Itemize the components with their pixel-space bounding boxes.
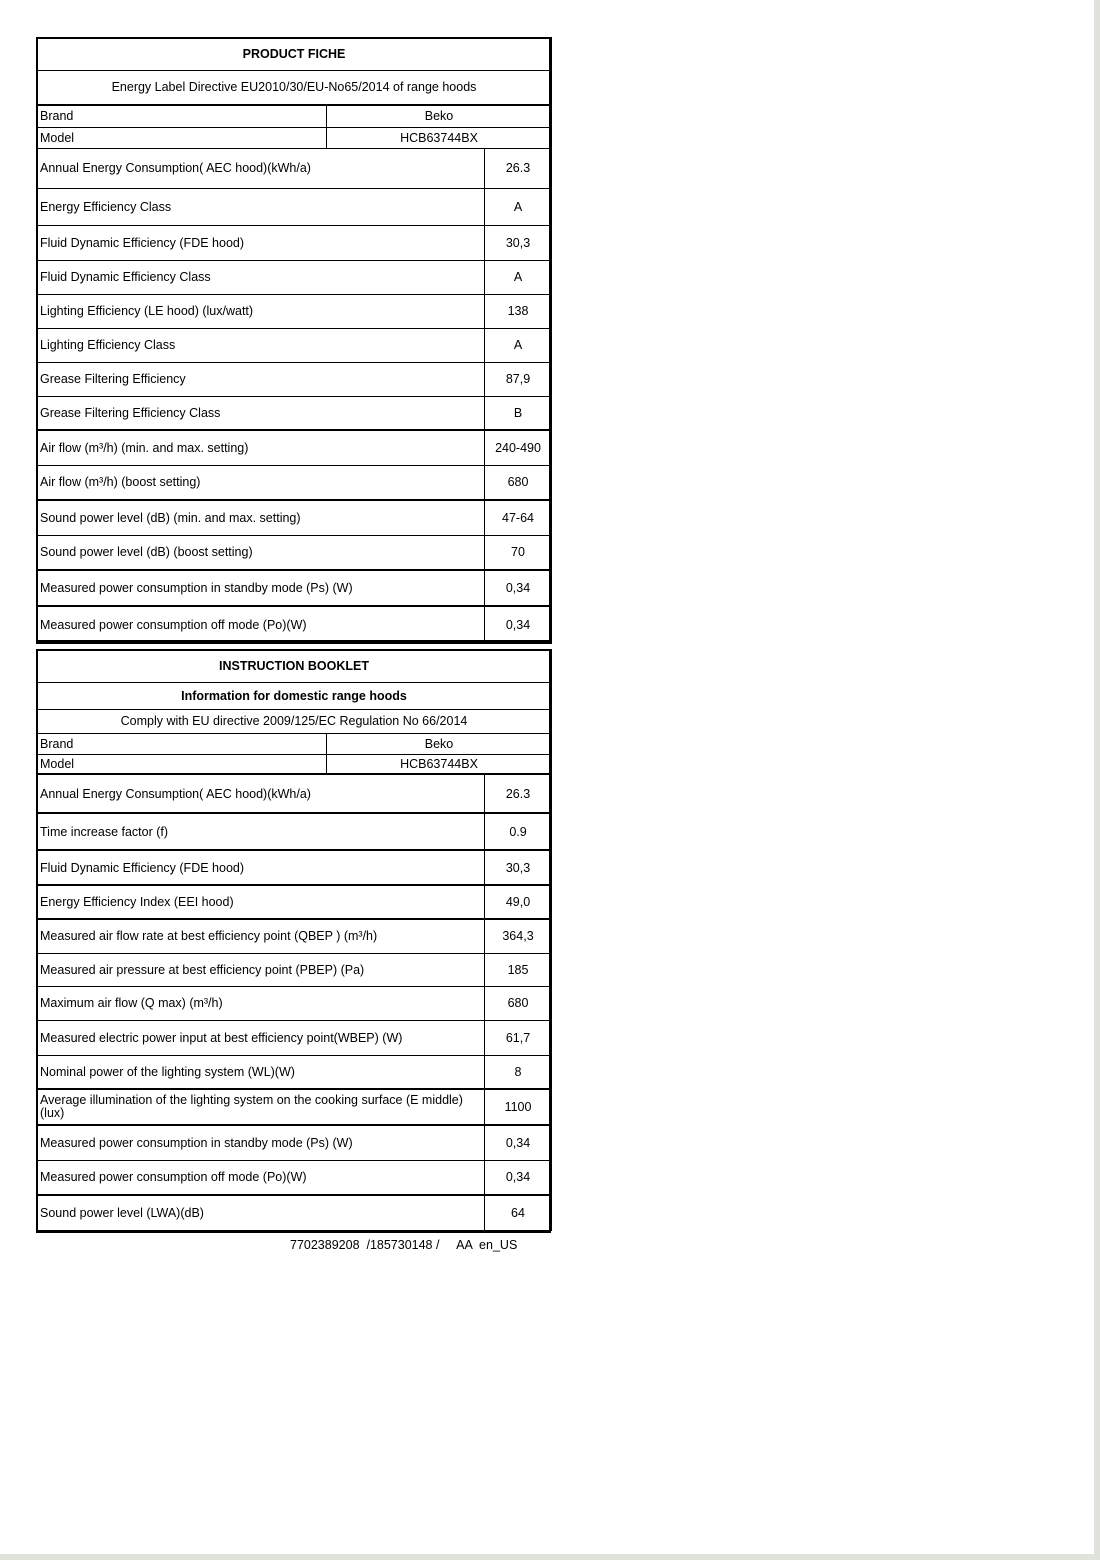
product-fiche-title: PRODUCT FICHE (37, 38, 552, 70)
page-edge-bottom (0, 1554, 1100, 1560)
booklet-row (37, 1020, 552, 1055)
booklet-title: INSTRUCTION BOOKLET (37, 650, 552, 682)
model-value: HCB63744BX (327, 754, 552, 774)
booklet-row-label: Nominal power of the lighting system (WL)(W) (37, 1055, 485, 1089)
booklet-row (37, 774, 552, 813)
brand-label: Brand (37, 733, 327, 754)
fiche-row (37, 148, 552, 188)
fiche-row-label: Air flow (m³/h) (boost setting) (37, 465, 485, 500)
product-fiche-subtitle: Energy Label Directive EU2010/30/EU-No65/2014 of range hoods (37, 70, 552, 105)
booklet-row (37, 1160, 552, 1195)
booklet-row-value: 61,7 (485, 1020, 552, 1055)
booklet-row-label: Measured power consumption in standby mode (Ps) (W) (37, 1125, 485, 1160)
fiche-row-value: 680 (485, 465, 552, 500)
booklet-row (37, 919, 552, 953)
fiche-row-value: A (485, 328, 552, 362)
booklet-row-label: Fluid Dynamic Efficiency (FDE hood) (37, 850, 485, 885)
fiche-row-label: Measured power consumption in standby mode (Ps) (W) (37, 570, 485, 606)
booklet-row (37, 986, 552, 1020)
instruction-booklet-table (36, 649, 552, 1231)
fiche-row (37, 430, 552, 465)
booklet-row-label: Measured electric power input at best efficiency point(WBEP) (W) (37, 1020, 485, 1055)
booklet-row-label: Measured air pressure at best efficiency point (PBEP) (Pa) (37, 953, 485, 986)
model-label: Model (37, 127, 327, 148)
booklet-row-value: 30,3 (485, 850, 552, 885)
fiche-row-value: 30,3 (485, 225, 552, 260)
fiche-row-value: 26.3 (485, 148, 552, 188)
booklet-row-value: 185 (485, 953, 552, 986)
fiche-row-value: A (485, 260, 552, 294)
fiche-row (37, 570, 552, 606)
booklet-row-value: 64 (485, 1195, 552, 1230)
fiche-row (37, 606, 552, 643)
fiche-row-value: A (485, 188, 552, 225)
booklet-row (37, 1055, 552, 1089)
booklet-row-value: 49,0 (485, 885, 552, 919)
booklet-row (37, 850, 552, 885)
booklet-row-value: 364,3 (485, 919, 552, 953)
booklet-row-label: Measured power consumption off mode (Po)(W) (37, 1160, 485, 1195)
booklet-row (37, 1125, 552, 1160)
fiche-row-label: Fluid Dynamic Efficiency Class (37, 260, 485, 294)
fiche-row-value: B (485, 396, 552, 430)
fiche-row-value: 0,34 (485, 570, 552, 606)
model-value: HCB63744BX (327, 127, 552, 148)
fiche-row-label: Sound power level (dB) (boost setting) (37, 535, 485, 570)
fiche-row (37, 260, 552, 294)
fiche-row-value: 87,9 (485, 362, 552, 396)
brand-value: Beko (327, 733, 552, 754)
booklet-row-label: Sound power level (LWA)(dB) (37, 1195, 485, 1230)
brand-value: Beko (327, 105, 552, 127)
booklet-row-label: Measured air flow rate at best efficiency point (QBEP ) (m³/h) (37, 919, 485, 953)
fiche-row (37, 225, 552, 260)
booklet-row-value: 0,34 (485, 1160, 552, 1195)
fiche-row (37, 188, 552, 225)
page-edge-right (1094, 0, 1100, 1560)
fiche-row-label: Grease Filtering Efficiency (37, 362, 485, 396)
booklet-row (37, 953, 552, 986)
booklet-row (37, 1089, 552, 1125)
fiche-row-label: Sound power level (dB) (min. and max. setting) (37, 500, 485, 535)
booklet-row-value: 8 (485, 1055, 552, 1089)
fiche-row (37, 328, 552, 362)
fiche-row-value: 0,34 (485, 606, 552, 643)
fiche-row (37, 465, 552, 500)
booklet-subtitle: Information for domestic range hoods (37, 682, 552, 709)
fiche-row-value: 70 (485, 535, 552, 570)
fiche-row-label: Lighting Efficiency Class (37, 328, 485, 362)
fiche-row-label: Grease Filtering Efficiency Class (37, 396, 485, 430)
booklet-row (37, 1195, 552, 1230)
fiche-row (37, 500, 552, 535)
booklet-directive: Comply with EU directive 2009/125/EC Regulation No 66/2014 (37, 709, 552, 733)
booklet-row-value: 1100 (485, 1089, 552, 1125)
fiche-row (37, 396, 552, 430)
booklet-row-value: 0.9 (485, 813, 552, 850)
fiche-row (37, 535, 552, 570)
fiche-row-label: Energy Efficiency Class (37, 188, 485, 225)
fiche-row-label: Air flow (m³/h) (min. and max. setting) (37, 430, 485, 465)
booklet-row-label: Energy Efficiency Index (EEI hood) (37, 885, 485, 919)
booklet-row-value: 26.3 (485, 774, 552, 813)
booklet-row-label: Average illumination of the lighting system on the cooking surface (E middle)(lux) (37, 1089, 485, 1125)
fiche-row-label: Measured power consumption off mode (Po)(W) (37, 606, 485, 643)
product-fiche-table (36, 37, 552, 644)
booklet-row (37, 813, 552, 850)
booklet-row (37, 885, 552, 919)
brand-label: Brand (37, 105, 327, 127)
booklet-row-label: Maximum air flow (Q max) (m³/h) (37, 986, 485, 1020)
document-code-footer: 7702389208 /185730148 / AA en_US (290, 1238, 518, 1252)
fiche-row (37, 294, 552, 328)
fiche-row-label: Lighting Efficiency (LE hood) (lux/watt) (37, 294, 485, 328)
fiche-row-value: 240-490 (485, 430, 552, 465)
booklet-row-label: Time increase factor (f) (37, 813, 485, 850)
fiche-row-label: Annual Energy Consumption( AEC hood)(kWh/a) (37, 148, 485, 188)
booklet-row-value: 0,34 (485, 1125, 552, 1160)
fiche-row-label: Fluid Dynamic Efficiency (FDE hood) (37, 225, 485, 260)
booklet-row-value: 680 (485, 986, 552, 1020)
fiche-row (37, 362, 552, 396)
booklet-row-label: Annual Energy Consumption( AEC hood)(kWh/a) (37, 774, 485, 813)
fiche-row-value: 47-64 (485, 500, 552, 535)
model-label: Model (37, 754, 327, 774)
fiche-row-value: 138 (485, 294, 552, 328)
